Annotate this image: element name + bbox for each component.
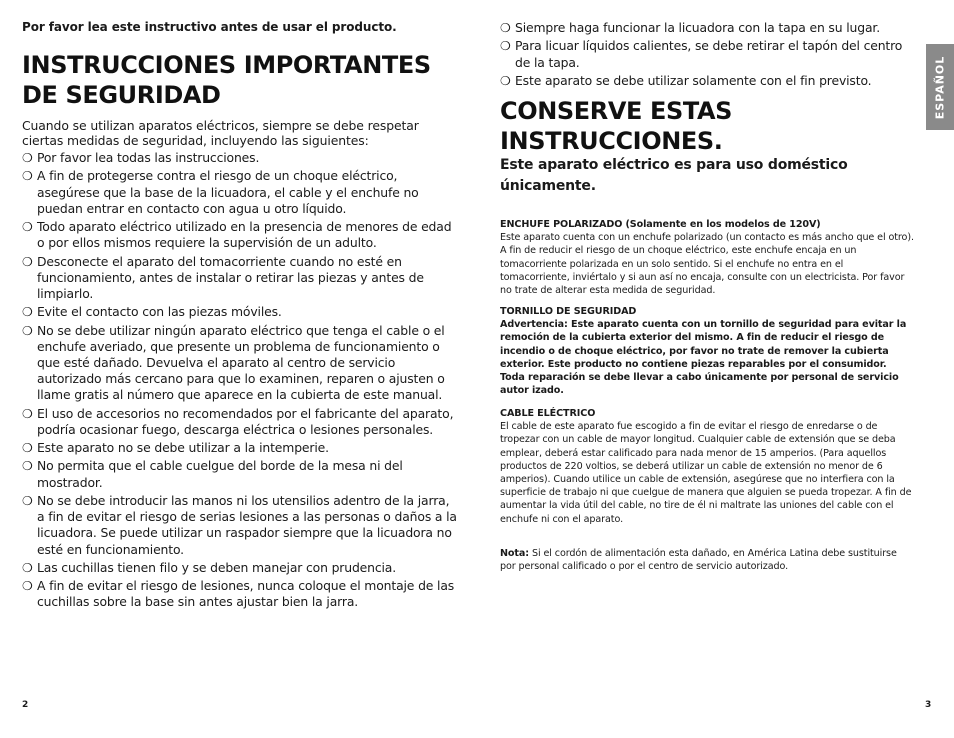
polarized-plug-title: ENCHUFE POLARIZADO (Solamente en los modelos de 120V) [500,219,821,230]
safety-heading-line1: INSTRUCCIONES IMPORTANTES [22,51,431,79]
list-item: ❍ Desconecte el aparato del tomacorriente cuando no esté en funcionamiento, antes de instalar o retirar las piezas y antes de limpiarlo. [22,253,424,301]
list-item: ❍ No permita que el cable cuelgue del borde de la mesa ni del mostrador. [22,458,403,490]
language-tab [926,44,954,130]
list-item: ❍ Evite el contacto con las piezas móviles. [22,304,282,320]
safety-lead: Cuando se utilizan aparatos eléctricos, siempre se debe respetar ciertas medidas de seguridad, incluyendo las siguientes: [22,118,419,149]
polarized-plug-section [500,218,914,297]
list-item: ❍ Para licuar líquidos calientes, se debe retirar el tapón del centro de la tapa. [500,38,903,70]
cord-title: CABLE ELÉCTRICO [500,408,596,419]
cord-body: El cable de este aparato fue escogido a fin de evitar el riesgo de enredarse o de tropezar con un cable de mayor longitud. Cualquier cable de extensión que se deba emplear, deberá estar calificado para nada menor de 15 amperios. (Para aquellos productos de 220 voltios, se deberá utilizar un cable de extensión no menor de 6 amperios). Cuando utilice un cable de extensión, asegúrese que no interfiera con la superficie de trabajo ni que cuelgue de manera que alguien se pueda tropezar. A fin de aumentar la vida útil del cable, no tire de él ni maltrate las uniones del cable con el enchufe ni con el aparato. [500,421,912,525]
save-heading-line1: CONSERVE ESTAS [500,97,733,125]
bullet-circle-icon: ❍ [22,560,33,575]
bullet-circle-icon: ❍ [22,169,33,184]
list-item: ❍ Las cuchillas tienen filo y se deben manejar con prudencia. [22,559,397,575]
safety-screw-section [500,305,914,397]
note-label: Nota: [500,548,530,559]
list-item: ❍ No se debe introducir las manos ni los utensilios adentro de la jarra, a fin de evitar el riesgo de serias lesiones a las personas o daños a la licuadora. Se puede utilizar un raspador siempre que la licuadora no esté en funcionamiento. [22,492,457,557]
safety-heading [22,50,431,110]
bullet-circle-icon: ❍ [22,323,33,338]
safety-list [22,150,460,613]
safety-list-continued [500,20,920,91]
safety-screw-title: TORNILLO DE SEGURIDAD [500,306,637,317]
household-use-subheading: Este aparato eléctrico es para uso doméstico únicamente. [500,157,848,194]
list-item: ❍ El uso de accesorios no recomendados por el fabricante del aparato, podría ocasionar fuego, descarga eléctrica o lesiones personales. [22,405,454,437]
bullet-circle-icon: ❍ [22,406,33,421]
note-section [500,547,914,573]
list-item: ❍ A fin de protegerse contra el riesgo de un choque eléctrico, asegúrese que la base de la licuadora, el cable y el enchufe no puedan entrar en contacto con agua u otro líquido. [22,168,419,216]
save-heading-line2: INSTRUCCIONES. [500,127,723,155]
bullet-circle-icon: ❍ [22,441,33,456]
list-item: ❍ Este aparato no se debe utilizar a la intemperie. [22,440,329,456]
page-number-right: 3 [925,700,932,710]
list-item: ❍ A fin de evitar el riesgo de lesiones, nunca coloque el montaje de las cuchillas sobre la base sin antes ajustar bien la jarra. [22,578,455,610]
save-instructions-heading [500,96,732,156]
bullet-circle-icon: ❍ [500,21,511,35]
bullet-circle-icon: ❍ [22,579,33,594]
list-item: ❍ Todo aparato eléctrico utilizado en la presencia de menores de edad o por ellos mismos requiere la supervisión de un adulto. [22,219,452,251]
bullet-circle-icon: ❍ [500,73,511,88]
bullet-circle-icon: ❍ [22,254,33,269]
bullet-circle-icon: ❍ [500,39,511,54]
polarized-plug-body: Este aparato cuenta con un enchufe polarizado (un contacto es más ancho que el otro). A fin de reducir el riesgo de un choque eléctrico, este enchufe encaja en un tomacorriente polarizada en un solo sentido. Si el enchufe no entra en el tomacorriente, inviértalo y si aun así no encaja, consulte con un electricista. Por favor no trate de alterar esta medida de seguridad. [500,232,914,297]
list-item: ❍ Este aparato se debe utilizar solamente con el fin previsto. [500,72,872,88]
list-item: ❍ Siempre haga funcionar la licuadora con la tapa en su lugar. [500,20,880,35]
cord-section [500,407,914,526]
bullet-circle-icon: ❍ [22,493,33,508]
language-tab-label: ESPAÑOL [933,55,947,119]
bullet-circle-icon: ❍ [22,220,33,234]
note-body: Si el cordón de alimentación esta dañado, en América Latina debe sustituirse por personal calificado o por el centro de servicio autorizado. [500,548,897,573]
page-number-left: 2 [22,700,29,710]
list-item: ❍ No se debe utilizar ningún aparato eléctrico que tenga el cable o el enchufe averiado, que presente un problema de funcionamiento o que esté dañado. Devuelva el aparato al centro de servicio autorizado más cercano para que lo examinen, reparen o ajusten o llame gratis al número que aparece en la cubierta de este manual. [22,322,445,403]
bullet-circle-icon: ❍ [22,305,33,320]
safety-heading-line2: DE SEGURIDAD [22,81,221,109]
bullet-circle-icon: ❍ [22,459,33,474]
safety-screw-body: Advertencia: Este aparato cuenta con un tornillo de seguridad para evitar la remoción de la cubierta exterior del mismo. A fin de reducir el riesgo de incendio o de choque eléctrico, por favor no trate de remover la cubierta exterior. Este producto no contiene piezas reparables por el consumidor. Toda reparación se debe llevar a cabo únicamente por personal de servicio autor izado. [500,319,907,397]
bullet-circle-icon: ❍ [22,151,33,165]
list-item: ❍ Por favor lea todas las instrucciones. [22,150,260,165]
intro-note: Por favor lea este instructivo antes de usar el producto. [22,20,397,34]
